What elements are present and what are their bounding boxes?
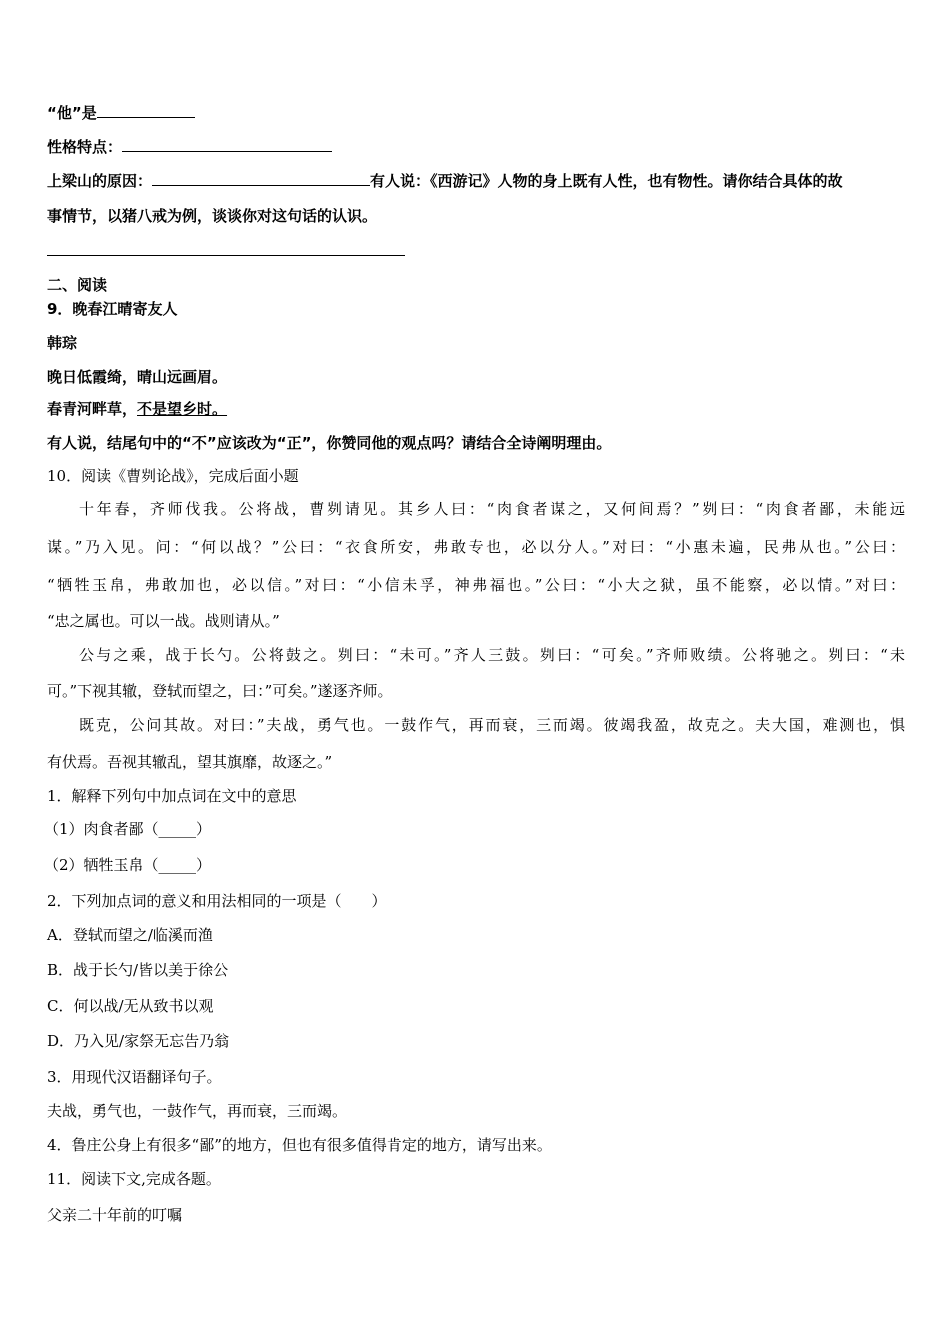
passage-line: 可。”下视其辙，登轼而望之，曰：”可矣。”遂逐齐师。 bbox=[47, 682, 393, 700]
q11-article-title: 父亲二十年前的叮嘱 bbox=[47, 1206, 183, 1224]
q9-author: 韩琮 bbox=[47, 334, 78, 352]
traits-line bbox=[47, 136, 332, 157]
sub-question: 3．用现代汉语翻译句子。 bbox=[47, 1068, 222, 1086]
reason-line bbox=[47, 170, 843, 191]
poem-text: 春青河畔草， bbox=[47, 400, 138, 418]
he-line bbox=[47, 102, 195, 123]
q10-title: 10．阅读《曹刿论战》，完成后面小题 bbox=[47, 467, 299, 485]
question-text: 有人说：《西游记》人物的身上既有人性，也有物性。请你结合具体的故 bbox=[370, 172, 843, 190]
option-b: B．战于长勺/皆以美于徐公 bbox=[47, 961, 229, 979]
sub-question-item: （2）牺牲玉帛（_____） bbox=[44, 856, 212, 874]
option-c: C．何以战/无从致书以观 bbox=[47, 997, 214, 1015]
answer-blank[interactable] bbox=[47, 240, 405, 256]
q9-title: 9．晚春江晴寄友人 bbox=[47, 300, 178, 318]
sub-question-item: （1）肉食者鄙（_____） bbox=[44, 820, 212, 838]
passage-line: 谋。”乃入见。问：“何以战？”公曰：“衣食所安，弗敢专也，必以分人。”对曰：“小惠未遍，民弗从也。”公曰： bbox=[47, 538, 905, 556]
question-text: 事情节，以猪八戒为例，谈谈你对这句话的认识。 bbox=[47, 207, 378, 225]
answer-blank[interactable] bbox=[122, 136, 332, 152]
option-d: D．乃入见/家祭无忘告乃翁 bbox=[47, 1032, 230, 1050]
poem-line: 晚日低霞绮，晴山远画眉。 bbox=[47, 368, 228, 386]
poem-line bbox=[47, 399, 227, 419]
passage-line: “忠之属也。可以一战。战则请从。” bbox=[47, 612, 280, 630]
label: “他”是 bbox=[47, 104, 97, 122]
option-a: A．登轼而望之/临溪而渔 bbox=[47, 926, 213, 944]
passage-line: “牺牲玉帛，弗敢加也，必以信。”对曰：“小信未孚，神弗福也。”公曰：“小大之狱，虽不能察，必以情。”对曰： bbox=[47, 576, 905, 594]
passage-line: 公与之乘，战于长勺。公将鼓之。刿曰：“未可。”齐人三鼓。刿曰：“可矣。”齐师败绩。公将驰之。刿曰：“未 bbox=[79, 646, 905, 664]
underlined-text: 不是望乡时。 bbox=[137, 400, 228, 418]
sub-question: 1．解释下列句中加点词在文中的意思 bbox=[47, 787, 297, 805]
label: 上梁山的原因： bbox=[47, 172, 153, 190]
sub-question: 2．下列加点词的意义和用法相同的一项是（ ） bbox=[47, 892, 387, 910]
section-heading: 二、阅读 bbox=[47, 276, 108, 294]
answer-blank[interactable] bbox=[152, 170, 370, 186]
q9-question: 有人说，结尾句中的“不”应该改为“正”，你赞同他的观点吗？请结合全诗阐明理由。 bbox=[47, 434, 612, 452]
passage-line: 有伏焉。吾视其辙乱，望其旗靡，故逐之。” bbox=[47, 753, 333, 771]
answer-blank[interactable] bbox=[97, 102, 195, 118]
label: 性格特点： bbox=[47, 138, 123, 156]
sentence: 夫战，勇气也，一鼓作气，再而衰，三而竭。 bbox=[47, 1102, 348, 1120]
passage-line: 既克，公问其故。对曰：”夫战，勇气也。一鼓作气，再而衰，三而竭。彼竭我盈，故克之。夫大国，难测也，惧 bbox=[79, 716, 905, 734]
q11-title: 11．阅读下文,完成各题。 bbox=[47, 1170, 221, 1188]
passage-line: 十年春，齐师伐我。公将战，曹刿请见。其乡人曰：“肉食者谋之，又何间焉？”刿曰：“肉食者鄙，未能远 bbox=[79, 500, 905, 518]
sub-question: 4．鲁庄公身上有很多“鄙”的地方，但也有很多值得肯定的地方，请写出来。 bbox=[47, 1136, 552, 1154]
